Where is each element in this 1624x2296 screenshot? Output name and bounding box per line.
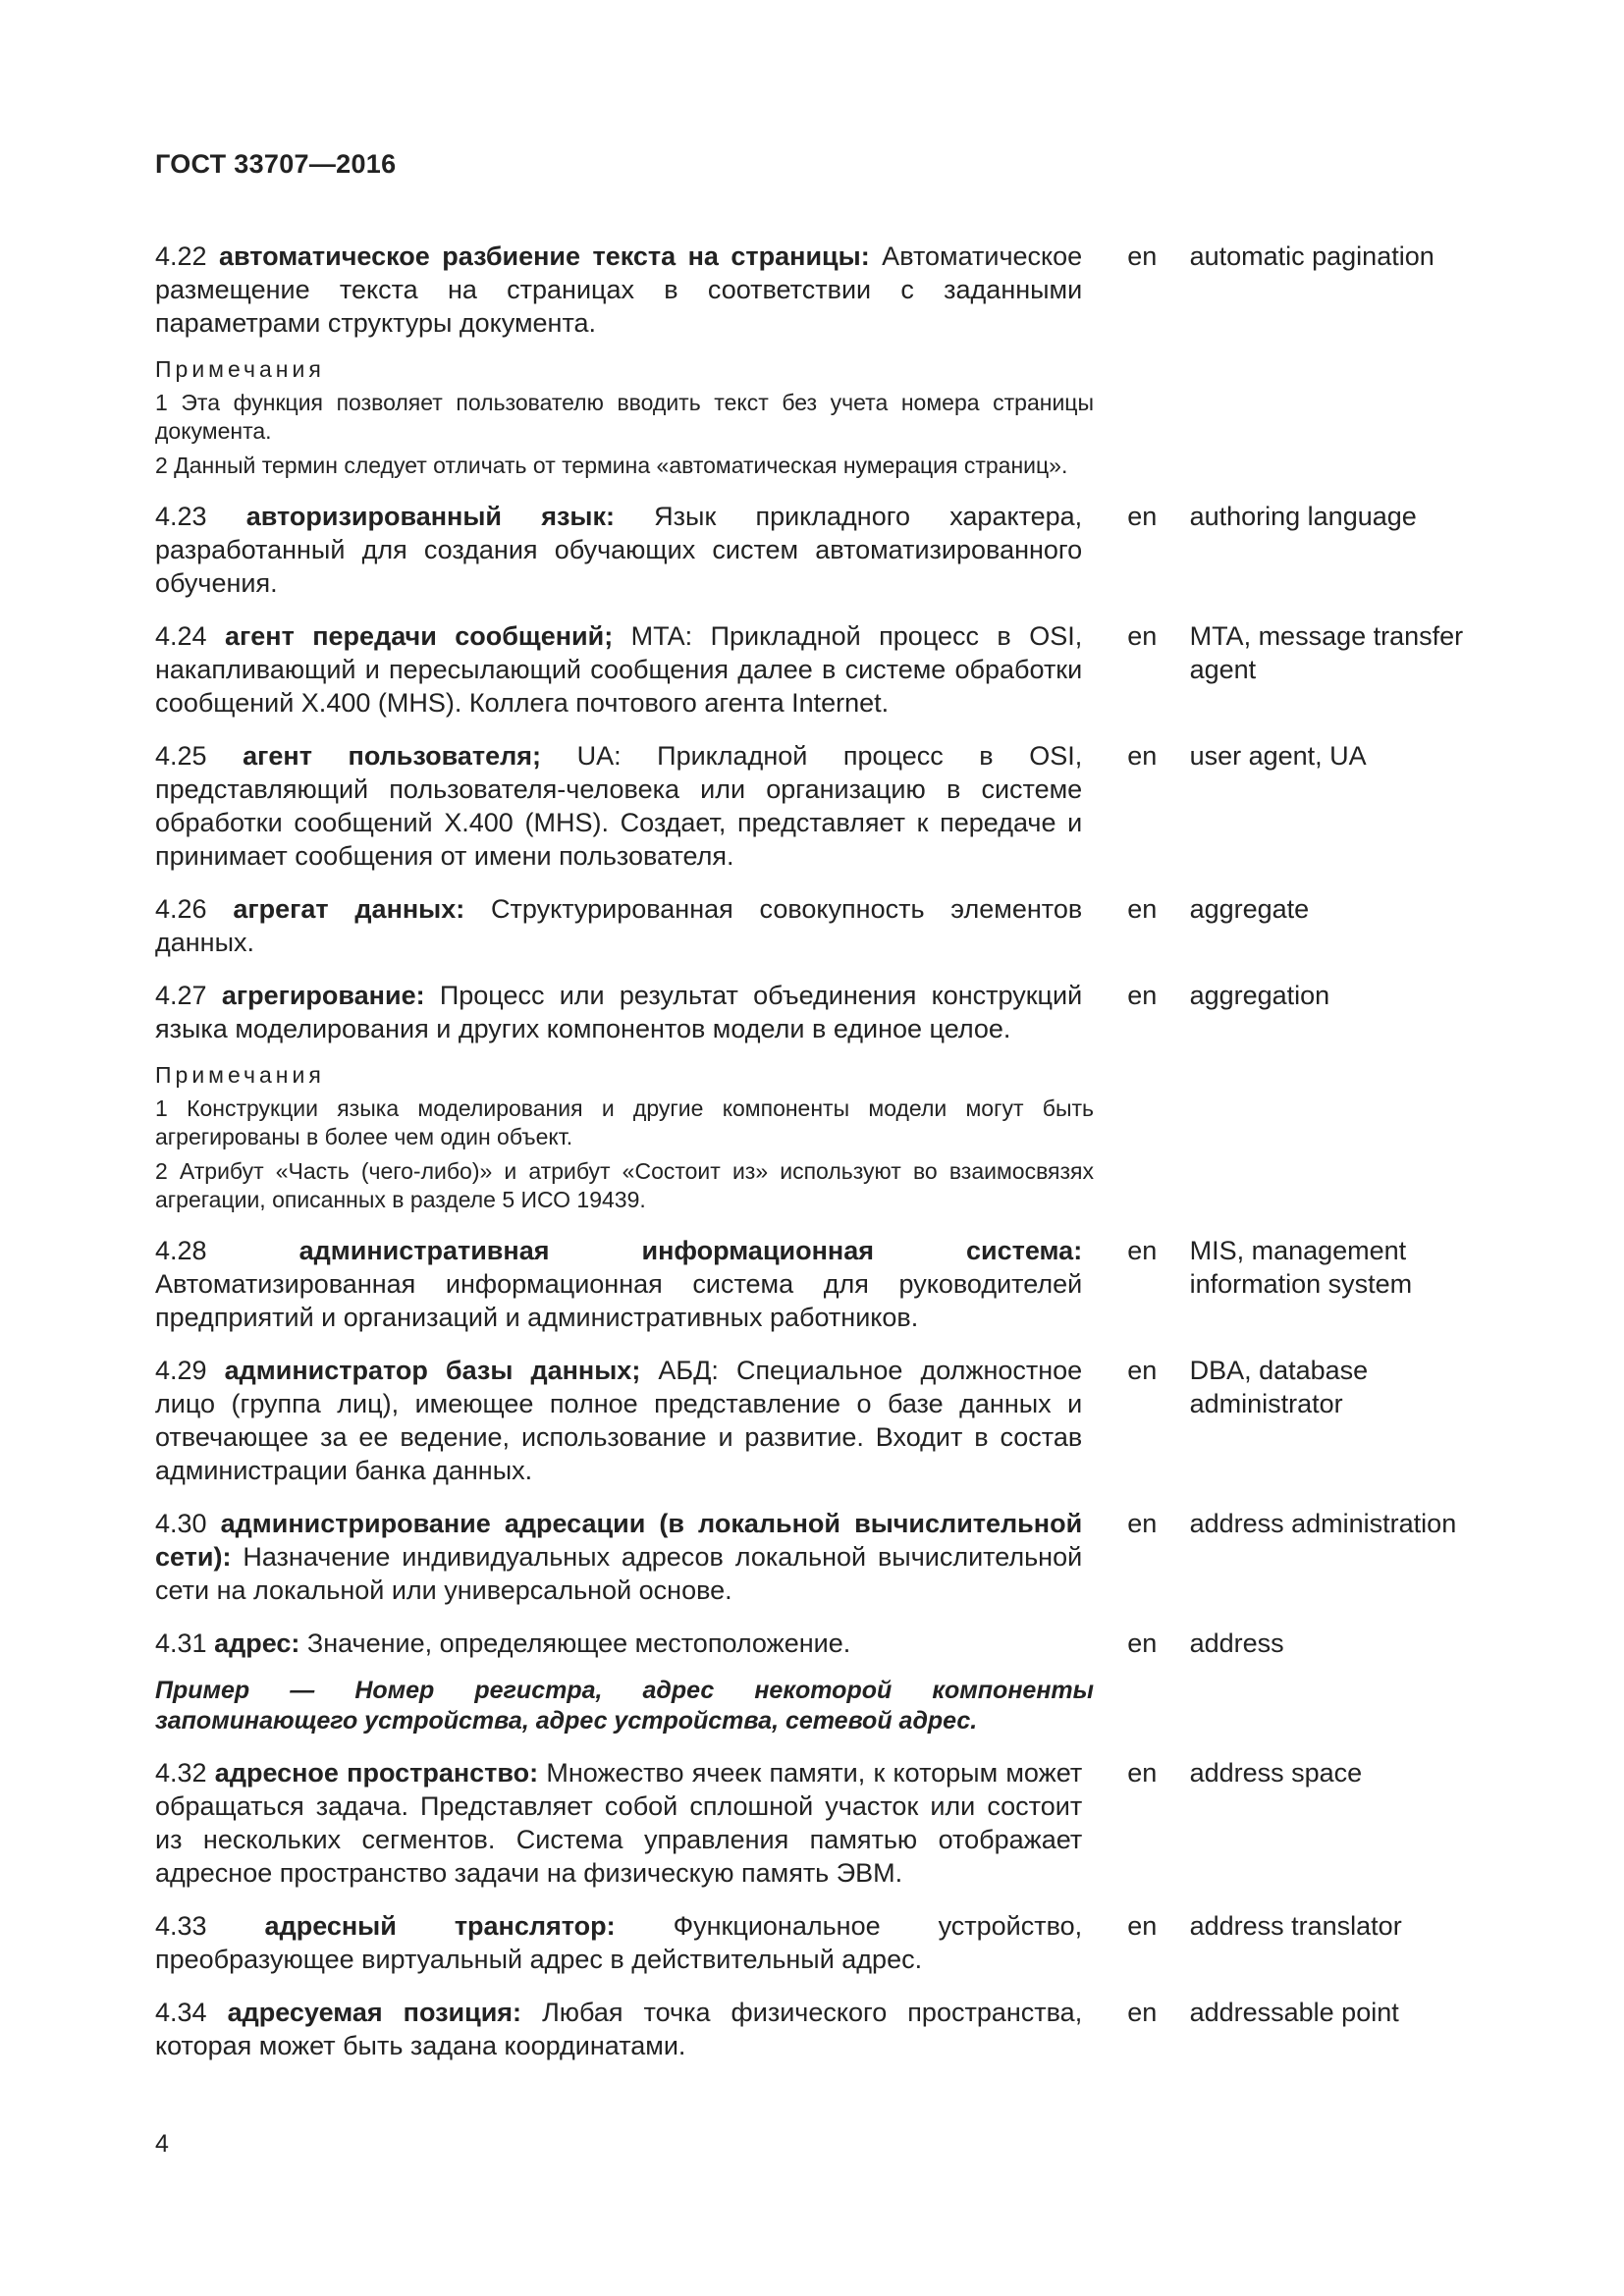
term-number: 4.32 <box>155 1758 207 1788</box>
standard-header: ГОСТ 33707—2016 <box>155 149 397 179</box>
term-number: 4.31 <box>155 1629 207 1658</box>
page-number: 4 <box>155 2130 169 2158</box>
term-definition-text: Процесс или результат объединения конструкций языка моделирования и других компонентов модели в единое целое. <box>155 981 1083 1043</box>
term-number: 4.29 <box>155 1356 207 1385</box>
term-definition-text: Автоматизированная информационная система для руководителей предприятий и организаций и административных работников. <box>155 1269 1083 1332</box>
term-definition <box>155 1234 1082 1334</box>
term-name: адрес: <box>214 1629 300 1658</box>
language-code: en <box>1127 1236 1158 1265</box>
english-equivalent: DBA, database administrator <box>1189 1356 1369 1418</box>
notes-heading: Примечания <box>155 1062 325 1088</box>
term-entry <box>155 1234 1471 1334</box>
term-entry <box>155 500 1471 600</box>
term-definition <box>155 500 1082 600</box>
term-definition <box>155 1996 1082 2062</box>
term-entry <box>155 1756 1471 1890</box>
term-entry <box>155 240 1471 340</box>
term-definition-text: Функциональное устройство, преобразующее виртуальный адрес в действительный адрес. <box>155 1911 1083 1974</box>
term-entry <box>155 739 1471 873</box>
english-equivalent: address <box>1189 1629 1284 1658</box>
term-definition-text: Структурированная совокупность элементов данных. <box>155 894 1083 957</box>
english-equivalent: automatic pagination <box>1189 241 1435 271</box>
term-number: 4.23 <box>155 502 207 531</box>
language-code: en <box>1127 1998 1158 2027</box>
term-definition <box>155 979 1082 1045</box>
english-equivalent: address administration <box>1189 1509 1457 1538</box>
term-number: 4.22 <box>155 241 207 271</box>
term-entry <box>155 1996 1471 2062</box>
term-definition-text: Автоматическое размещение текста на страницах в соответствии с заданными параметрами структуры документа. <box>155 241 1083 338</box>
notes-block <box>155 1059 1094 1214</box>
term-definition-text: АБД: Специальное должностное лицо (группа лиц), имеющее полное представление о базе данных и отвечающее за ее ведение, использование и развитие. Входит в состав администрации банка данных. <box>155 1356 1083 1485</box>
term-number: 4.26 <box>155 894 207 924</box>
term-definition-text: Язык прикладного характера, разработанный для создания обучающих систем автоматизированного обучения. <box>155 502 1083 598</box>
term-name: агент передачи сообщений; <box>225 621 614 651</box>
example-text: Пример — Номер регистра, адрес некоторой компоненты запоминающего устройства, адрес устройства, сетевой адрес. <box>155 1677 1094 1735</box>
term-entry <box>155 1909 1471 1976</box>
term-definition-text: Любая точка физического пространства, которая может быть задана координатами. <box>155 1998 1083 2060</box>
note-item: 2 Данный термин следует отличать от термина «автоматическая нумерация страниц». <box>155 453 1068 478</box>
term-name: административная информационная система: <box>298 1236 1083 1265</box>
language-code: en <box>1127 621 1158 651</box>
term-definition <box>155 1756 1082 1890</box>
language-code: en <box>1127 894 1158 924</box>
notes-heading: Примечания <box>155 356 325 382</box>
term-name: адресный транслятор: <box>264 1911 616 1941</box>
term-number: 4.34 <box>155 1998 207 2027</box>
term-number: 4.28 <box>155 1236 207 1265</box>
term-definition <box>155 619 1082 720</box>
english-equivalent: user agent, UA <box>1189 741 1367 771</box>
term-definition-text: Значение, определяющее местоположение. <box>299 1629 851 1658</box>
language-code: en <box>1127 981 1158 1010</box>
language-code: en <box>1127 1509 1158 1538</box>
english-equivalent: address translator <box>1189 1911 1402 1941</box>
term-entries <box>155 240 1471 2082</box>
term-entry <box>155 619 1471 720</box>
term-name: автоматическое разбиение текста на страницы: <box>219 241 870 271</box>
term-name: администрирование адресации (в локальной вычислительной сети): <box>155 1509 1083 1572</box>
language-code: en <box>1127 741 1158 771</box>
term-definition <box>155 892 1082 959</box>
english-equivalent: addressable point <box>1189 1998 1399 2027</box>
term-number: 4.27 <box>155 981 207 1010</box>
term-definition-text: Множество ячеек памяти, к которым может обращаться задача. Представляет собой сплошной участок или состоит из нескольких сегментов. Система управления памятью отображает адресное пространство задачи на физическую память ЭВМ. <box>155 1758 1083 1888</box>
language-code: en <box>1127 241 1158 271</box>
english-equivalent: MIS, management information system <box>1189 1236 1413 1299</box>
term-name: агент пользователя; <box>243 741 542 771</box>
term-definition <box>155 1909 1082 1976</box>
term-entry <box>155 1627 1471 1660</box>
term-number: 4.24 <box>155 621 207 651</box>
term-name: агрегат данных: <box>233 894 465 924</box>
language-code: en <box>1127 1758 1158 1788</box>
term-definition <box>155 1627 1082 1660</box>
english-equivalent: address space <box>1189 1758 1363 1788</box>
term-entry <box>155 1354 1471 1487</box>
language-code: en <box>1127 1911 1158 1941</box>
english-equivalent: MTA, message transfer agent <box>1189 621 1464 684</box>
notes-block <box>155 353 1094 480</box>
english-equivalent: aggregate <box>1189 894 1310 924</box>
term-name: адресуемая позиция: <box>227 1998 522 2027</box>
term-number: 4.30 <box>155 1509 207 1538</box>
term-definition-text: UA: Прикладной процесс в OSI, представляющий пользователя-человека или организацию в системе обработки сообщений X.400 (MHS). Создает, представляет к передаче и принимает сообщения от имени пользователя. <box>155 741 1083 871</box>
note-item: 1 Эта функция позволяет пользователю вводить текст без учета номера страницы документа. <box>155 390 1094 444</box>
term-number: 4.33 <box>155 1911 207 1941</box>
english-equivalent: authoring language <box>1189 502 1417 531</box>
language-code: en <box>1127 1356 1158 1385</box>
note-item: 2 Атрибут «Часть (чего-либо)» и атрибут «Состоит из» используют во взаимосвязях агрегации, описанных в разделе 5 ИСО 19439. <box>155 1158 1094 1212</box>
term-name: авторизированный язык: <box>245 502 615 531</box>
term-name: администратор базы данных; <box>224 1356 641 1385</box>
term-definition <box>155 739 1082 873</box>
language-code: en <box>1127 1629 1158 1658</box>
term-entry <box>155 1507 1471 1607</box>
term-definition <box>155 240 1082 340</box>
term-definition-text: Назначение индивидуальных адресов локальной вычислительной сети на локальной или универсальной основе. <box>155 1542 1083 1605</box>
term-definition-text: MTA: Прикладной процесс в OSI, накапливающий и пересылающий сообщения далее в системе обработки сообщений X.400 (MHS). Коллега почтового агента Internet. <box>155 621 1083 718</box>
language-code: en <box>1127 502 1158 531</box>
term-definition <box>155 1354 1082 1487</box>
term-number: 4.25 <box>155 741 207 771</box>
term-definition <box>155 1507 1082 1607</box>
term-name: агрегирование: <box>221 981 425 1010</box>
note-item: 1 Конструкции языка моделирования и другие компоненты модели могут быть агрегированы в более чем один объект. <box>155 1095 1094 1149</box>
term-name: адресное пространство: <box>214 1758 539 1788</box>
term-entry <box>155 979 1471 1045</box>
english-equivalent: aggregation <box>1189 981 1330 1010</box>
term-entry <box>155 892 1471 959</box>
